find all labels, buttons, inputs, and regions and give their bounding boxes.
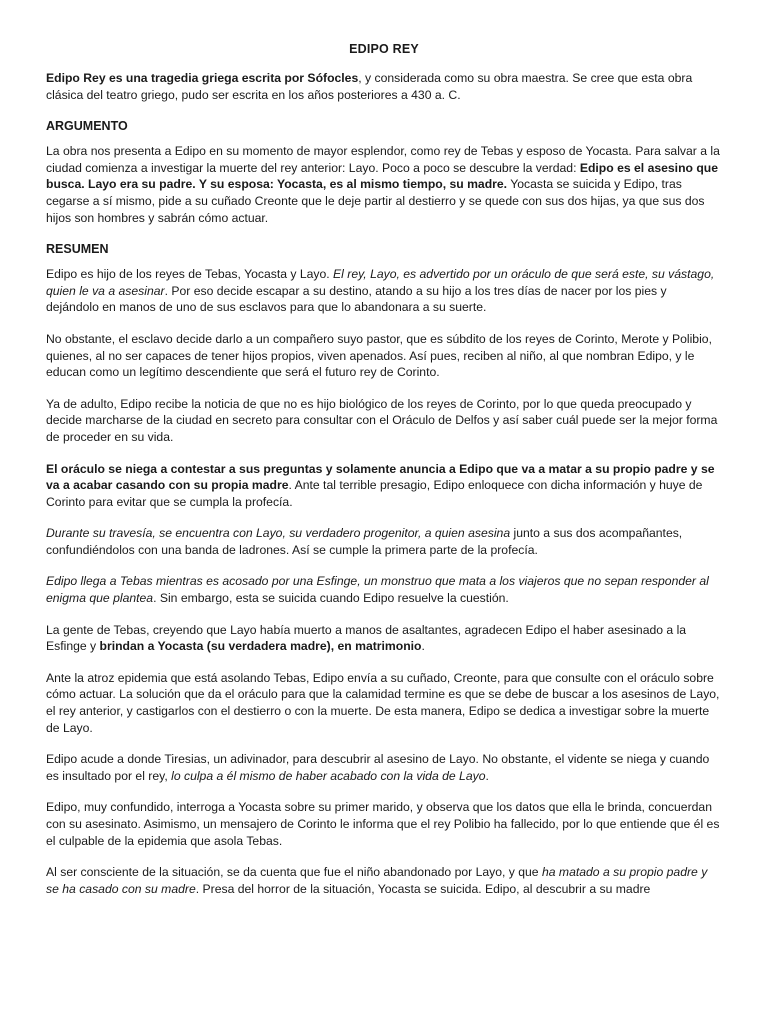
resumen-p1-text-2: . Por eso decide escapar a su destino, atando a su hijo a los tres días de nacer por los pies y dejándolo en manos de uno de sus esclavos para que lo abandonara a su suerte. <box>46 283 667 315</box>
resumen-p6-text: . Sin embargo, esta se suicida cuando Edipo resuelve la cuestión. <box>153 591 509 606</box>
resumen-p1-italic: El rey, Layo, es advertido por un oráculo de que será este, su vástago, quien le va a asesinar <box>46 267 715 298</box>
resumen-p1-text-1: Edipo es hijo de los reyes de Tebas, Yocasta y Layo. <box>46 267 334 282</box>
argumento-text-1: La obra nos presenta a Edipo en su momento de mayor esplendor, como rey de Tebas y esposo de Yocasta. Para salvar a la ciudad comienza a investigar la muerte del rey anterior: Layo. Poco a poco se descubre la verdad: <box>46 144 720 175</box>
resumen-paragraph-2: No obstante, el esclavo decide darlo a un compañero suyo pastor, que es súbdito de los reyes de Corinto, Merote y Polibio, quienes, al no ser capaces de tener hijos propios, viven apenados. Así pues, reciben al niño, al que nombran Edipo, y le educan como un legítimo descendiente que será el futuro rey de Corinto. <box>46 331 712 380</box>
resumen-paragraph-9 <box>46 751 722 784</box>
resumen-p4-text: . Ante tal terrible presagio, Edipo enloquece con dicha información y huye de Corinto para evitar que se cumpla la profecía. <box>46 478 703 509</box>
resumen-p11-italic: ha matado a su propio padre y se ha casado con su madre <box>46 865 708 896</box>
resumen-paragraph-6 <box>46 573 722 606</box>
argumento-heading: ARGUMENTO <box>46 119 128 134</box>
resumen-p7-text-1: La gente de Tebas, creyendo que Layo había muerto a manos de asaltantes, agradecen Edipo el haber asesinado a la Esfinge y <box>46 622 687 654</box>
intro-bold-text: Edipo Rey es una tragedia griega escrita por Sófocles <box>46 71 359 85</box>
resumen-paragraph-8: Ante la atroz epidemia que está asolando Tebas, Edipo envía a su cuñado, Creonte, para que consulte con el oráculo sobre cómo actuar. La solución que da el oráculo para que la calamidad termine es que se debe de buscar a los asesinos de Layo, el rey anterior, y castigarlos con el destierro o con la muerte. De esta manera, Edipo se dedica a investigar sobre la muerte de Layo. <box>46 670 720 735</box>
resumen-p9-text-2: . <box>485 768 489 783</box>
resumen-p11-text-1: Al ser consciente de la situación, se da cuenta que fue el niño abandonado por Layo, y que <box>46 865 542 880</box>
resumen-p6-italic: Edipo llega a Tebas mientras es acosado por una Esfinge, un monstruo que mata a los viajeros que no sepan responder al enigma que plantea <box>46 574 709 606</box>
resumen-p11-text-2: . Presa del horror de la situación, Yocasta se suicida. Edipo, al descubrir a su madre <box>195 881 651 896</box>
argumento-text-2: Yocasta se suicida y Edipo, tras cegarse a sí mismo, pide a su cuñado Creonte que le deje partir al destierro y se quede con sus dos hijas, ya que sus dos hijos son hombres y sabrán cómo actuar. <box>46 177 705 225</box>
document-title: EDIPO REY <box>349 42 419 56</box>
resumen-p4-bold: El oráculo se niega a contestar a sus preguntas y solamente anuncia a Edipo que va a matar a su propio padre y se va a acabar casando con su propia madre <box>46 461 715 493</box>
resumen-paragraph-4 <box>46 461 722 511</box>
argumento-paragraph <box>46 143 722 226</box>
intro-text: , y considerada como su obra maestra. Se cree que esta obra clásica del teatro griego, pudo ser escrita en los años posteriores a 430 a. C. <box>46 71 693 102</box>
resumen-p5-text: junto a sus dos acompañantes, confundiéndolos con una banda de ladrones. Así se cumple la primera parte de la profecía. <box>46 526 683 557</box>
resumen-paragraph-7 <box>46 622 722 655</box>
resumen-paragraph-10: Edipo, muy confundido, interroga a Yocasta sobre su primer marido, y observa que los datos que ella le brinda, concuerdan con su asesinato. Asimismo, un mensajero de Corinto le informa que el rey Polibio ha fallecido, por lo que entiende que él es el culpable de la epidemia que asola Tebas. <box>46 800 720 848</box>
resumen-paragraph-5 <box>46 525 722 558</box>
intro-paragraph <box>46 70 722 103</box>
resumen-p9-text-1: Edipo acude a donde Tiresias, un adivinador, para descubrir al asesino de Layo. No obstante, el vidente se niega y cuando es insultado por el rey, <box>46 752 710 783</box>
argumento-bold-text: Edipo es el asesino que busca. Layo era su padre. Y su esposa: Yocasta, es al mismo tiempo, su madre. <box>46 160 719 192</box>
resumen-paragraph-3: Ya de adulto, Edipo recibe la noticia de que no es hijo biológico de los reyes de Corinto, por lo que queda preocupado y decide marcharse de la ciudad en secreto para consultar con el Oráculo de Delfos y así saber cuál puede ser la mejor forma de proceder en su vida. <box>46 396 718 444</box>
resumen-p5-italic: Durante su travesía, se encuentra con Layo, su verdadero progenitor, a quien asesina <box>46 526 511 541</box>
resumen-paragraph-1 <box>46 266 722 316</box>
resumen-p7-bold: brindan a Yocasta (su verdadera madre), en matrimonio <box>99 639 422 654</box>
resumen-heading: RESUMEN <box>46 242 109 257</box>
resumen-p7-text-2: . <box>421 639 425 654</box>
resumen-paragraph-11 <box>46 864 722 897</box>
resumen-p9-italic: lo culpa a él mismo de haber acabado con la vida de Layo <box>171 768 486 783</box>
